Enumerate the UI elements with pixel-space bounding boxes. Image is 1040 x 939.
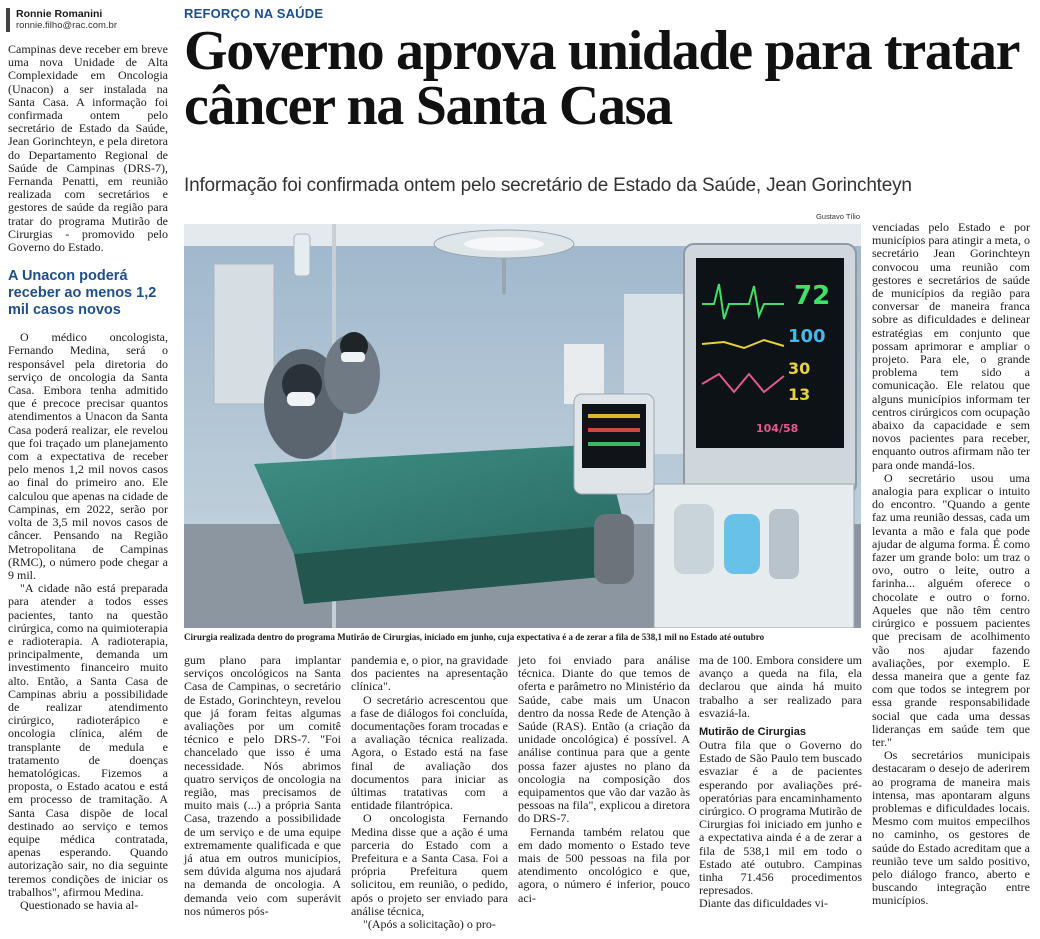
photo-credit: Gustavo Tílio	[815, 212, 860, 221]
paragraph: O secretário acrescentou que a fase de diálogos foi concluída, documentações foram trocadas e a avaliação técnica realizada. Agora, o Estado está na fase final de avaliação dos documentos para iniciar as últimas tratativas com a entidade filantrópica.	[351, 692, 508, 813]
article-column-4	[518, 654, 690, 905]
paragraph: Diante das dificuldades vi-	[699, 896, 828, 911]
surgery-room-photo	[184, 224, 861, 628]
subheadline: Informação foi confirmada ontem pelo secretário de Estado da Saúde, Jean Gorinchteyn	[184, 175, 912, 196]
byline	[6, 8, 170, 32]
paragraph: O médico oncologista, Fernando Medina, será o responsável pela diretoria do serviço de oncologia da Santa Casa. Embora tenha admitido que é precoce precisar quantos atendimentos a Unacon da Santa Casa poderá realizar, ele revelou que foi traçado um planejamento com a expectativa de receber pelo menos 1,2 mil novos casos ao final do primeiro ano. Ele calculou que apenas na cidade de Campinas, em 2022, serão por volta de 3,5 mil novos casos de câncer. Pensando na Região Metropolitana de Campinas (RMC), o número pode chegar a 9 mil.	[8, 330, 168, 582]
side-headline: A Unacon poderá receber ao menos 1,2 mil casos novos	[8, 268, 157, 319]
article-column-5	[699, 654, 862, 911]
lead-paragraph: Campinas deve receber em breve uma nova Unidade de Alta Complexidade em Oncologia (Unacon) a ser instalada na Santa Casa. A informação foi confirmada ontem pelo secretário de Estado da Saúde, Jean Gorinchteyn, e pela diretora do Departamento Regional de Saúde de Campinas (DRS-7), Fernanda Penatti, em reunião realizada com secretários e gestores de saúde da região para tratar do programa Mutirão de Cirurgias - promovido pelo Governo do Estado.	[8, 42, 168, 255]
author-name: Ronnie Romanini	[16, 8, 103, 20]
paragraph: gum plano para implantar serviços oncológicos na Santa Casa de Campinas, o secretário de Estado, Gorinchteyn, revelou que já foram feitas algumas avaliações por um comitê técnico e pelo DRS-7. "Foi chancelado que isso é uma necessidade. Nós abrimos quatro serviços de oncologia na região, mas precisamos de muito mais (...) a própria Santa Casa, trazendo a possibilidade de um serviço e de uma equipe extremamente qualificada e que já atua em outros municípios, sem dúvida alguma nos ajudará na demanda de oncologia. A demanda veio com superávit nos números pós-	[184, 653, 341, 918]
paragraph: Os secretários municipais destacaram o desejo de aderirem ao programa de maneira mais intensa, mas apontaram alguns problemas e dificuldades locais. Mesmo com muitos empecilhos no caminho, os gestores de saúde do Estado acreditam que a reunião teve um saldo positivo, pelo diálogo franco, aberto e buscando integração entre municípios.	[872, 748, 1030, 908]
section-subtitle: Mutirão de Cirurgias	[699, 726, 806, 739]
paragraph: "(Após a solicitação) o pro-	[363, 917, 496, 932]
paragraph: Fernanda também relatou que em dado momento o Estado teve mais de 500 pessoas na fila por atendimento oncológico e que, agora, o número é inferior, pouco aci-	[518, 824, 690, 905]
monitor-reading: 13	[788, 385, 811, 404]
monitor-blood-pressure: 104/58	[756, 422, 799, 435]
paragraph: ma de 100. Embora considere um avanço a queda na fila, ela declarou que ainda há muito trabalho a ser realizado para esvaziá-la.	[699, 653, 862, 720]
article-column-2	[184, 654, 341, 918]
paragraph: Questionado se havia al-	[20, 897, 139, 912]
paragraph: O secretário usou uma analogia para explicar o intuito do encontro. "Quando a gente faz uma reunião dessas, cada um levanta a mão e fala que pode ajudar de alguma forma. É como fazer um grande bolo: um traz o ovo, outro o leite, outro a farinha... alguém oferece o chocolate e outro o forno. Aqueles que não têm centro cirúrgico e possuem pacientes que precisam de acolhimento vão nos ajudar fazendo avaliações, por exemplo. E dessa maneira que a gente faz com que todos se integrem por essa grande responsabilidade social que cada uma dessas lideranças em saúde tem que ter."	[872, 470, 1030, 749]
article-column-1	[8, 43, 168, 912]
photo-caption: Cirurgia realizada dentro do programa Mutirão de Cirurgias, iniciado em junho, cuja expectativa é a de zerar a fila de 538,1 mil no Estado até outubro	[184, 632, 765, 642]
paragraph: jeto foi enviado para análise técnica. Diante do que temos de oferta e parâmetro no Ministério da Saúde, cabe mais um Unacon dentro da nossa Rede de Atenção à Saúde (RAS). Então (a criação da unidade oncológica) é possível. A análise continua para que a gente possa fazer ajustes no plano da oncologia na composição dos equipamentos que vão dar vazão às pessoas na fila", explicou a diretora do DRS-7.	[518, 653, 690, 826]
monitor-reading: 30	[788, 359, 811, 378]
section-kicker: REFORÇO NA SAÚDE	[184, 6, 324, 21]
author-email[interactable]: ronnie.filho@rac.com.br	[16, 20, 117, 31]
paragraph: venciadas pelo Estado e por municípios para atingir a meta, o secretário Jean Gorinchteyn convocou uma reunião com gestores e secretários de saúde de municípios da região para conversar de maneira franca sobre as dificuldades e delinear estratégias em conjunto que possam aprimorar e ampliar o projeto. Para ele, o grande problema tem sido a comunicação. Ele relatou que alguns municípios informam ter centros cirúrgicos com ocupação abaixo da capacidade e sem novos pacientes para receber, enquanto outros afirmam não ter para onde mandá-los.	[872, 220, 1030, 472]
article-column-6	[872, 221, 1030, 908]
paragraph: Outra fila que o Governo do Estado de São Paulo tem buscado esvaziar é a de pacientes esperando por avaliações pré-operatórias para encaminhamento cirúrgico. O programa Mutirão de Cirurgias foi iniciado em junho e a expectativa ainda é a de zerar a fila de 538,1 mil em todo o Estado até outubro. Campinas tinha 71.456 procedimentos represados.	[699, 738, 862, 898]
monitor-spo2: 100	[788, 326, 826, 347]
headline: Governo aprova unidade para tratar câncer na Santa Casa	[184, 20, 1019, 137]
monitor-heart-rate: 72	[794, 281, 831, 311]
article-column-3	[351, 654, 508, 931]
paragraph: O oncologista Fernando Medina disse que a ação é uma parceria do Estado com a Prefeitura e a Santa Casa. Foi a própria Prefeitura quem solicitou, em reunião, o pedido, após o projeto ser enviado para análise técnica,	[351, 811, 508, 918]
paragraph: pandemia e, o pior, na gravidade dos pacientes na apresentação clínica".	[351, 653, 508, 694]
paragraph: "A cidade não está preparada para atender a todos esses pacientes, tanto na questão cirúrgica, como na quimioterapia e radioterapia. A radioterapia, principalmente, demanda um investimento financeiro muito alto. Então, a Santa Casa de Campinas abriu a possibilidade de realizar atendimento cirúrgico, radioterápico e oncologia clínica, além de transplante de medula e tratamento de doenças hematológicas. Fizemos a proposta, o Estado acatou e está em processo de tramitação. A Santa Casa dispõe de local destinado ao serviço e temos equipe médica contratada, apenas esperando. Quando autorização sair, no dia seguinte teremos condições de iniciar os trabalhos", afirmou Medina.	[8, 581, 168, 899]
